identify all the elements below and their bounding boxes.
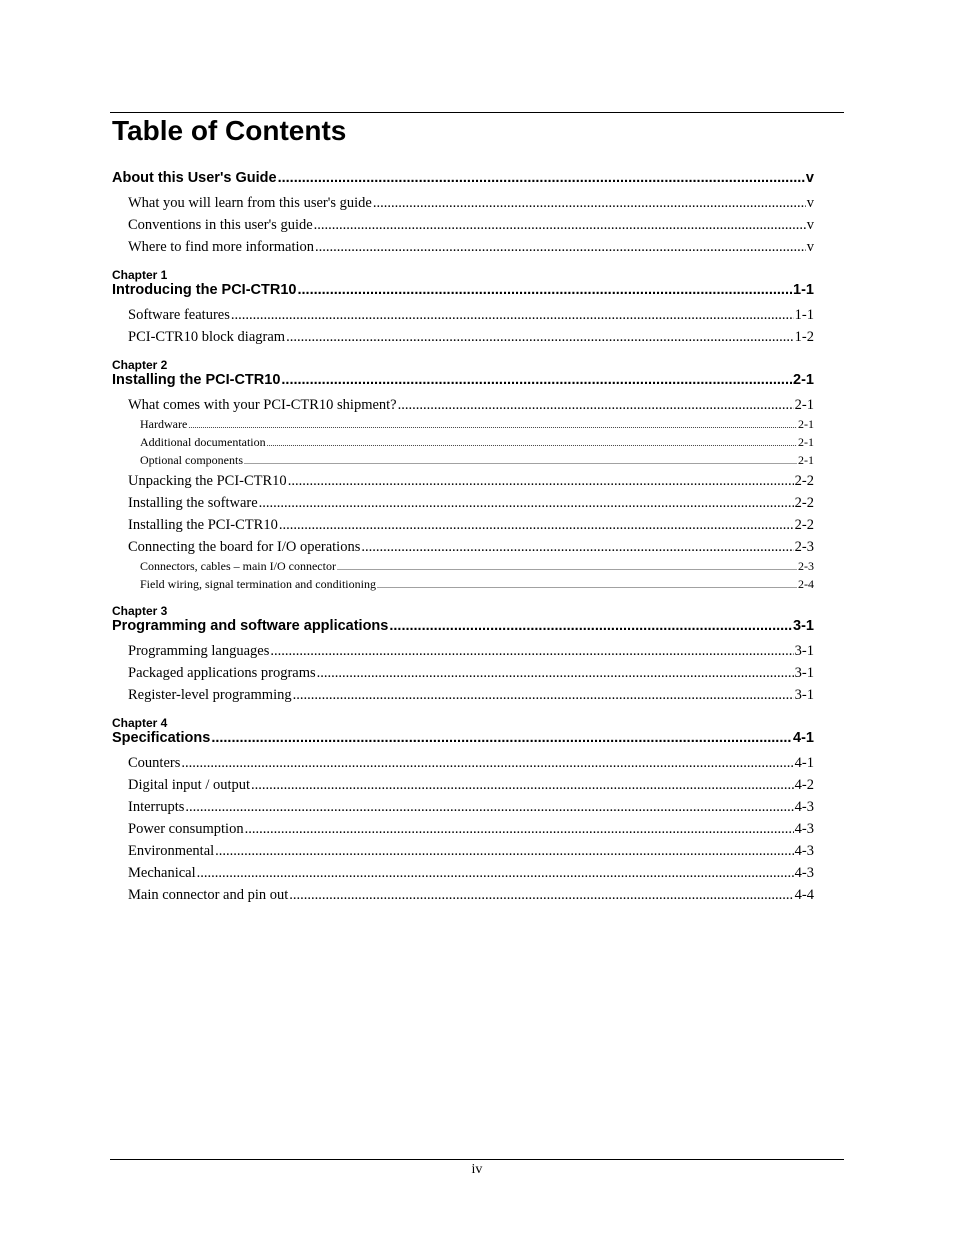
- toc-subentry[interactable]: [112, 558, 814, 576]
- toc-entry-title: Installing the PCI-CTR10: [128, 517, 278, 533]
- dot-leader: [288, 473, 794, 490]
- toc-entry-page: 1-1: [793, 282, 814, 298]
- toc-entry-title: Main connector and pin out: [128, 887, 289, 903]
- toc-entry-page: 4-1: [794, 755, 814, 771]
- dot-leader: [293, 687, 794, 704]
- dot-leader: [185, 799, 793, 816]
- toc-entry-page: 2-2: [794, 473, 814, 489]
- dot-leader: [188, 416, 797, 434]
- toc-entry-title: Digital input / output: [128, 777, 251, 793]
- toc-entry[interactable]: [112, 640, 814, 662]
- toc-entry-title: Installing the software: [128, 495, 258, 511]
- toc-entry-page: 2-2: [794, 517, 814, 533]
- toc-entry-title: Interrupts: [128, 799, 185, 815]
- toc-subentry[interactable]: [112, 434, 814, 452]
- toc-entry-page: 2-3: [798, 559, 814, 573]
- toc-subentry[interactable]: [112, 452, 814, 470]
- toc-chapter-heading[interactable]: [112, 282, 814, 304]
- toc-entry-title: Counters: [128, 755, 181, 771]
- toc-entry[interactable]: [112, 774, 814, 796]
- toc-entry[interactable]: [112, 236, 814, 258]
- toc-entry-title: Conventions in this user's guide: [128, 217, 313, 233]
- dot-leader: [314, 217, 806, 234]
- chapter-label: Chapter 4: [112, 716, 168, 730]
- toc-entry-title: What you will learn from this user's guide: [128, 195, 372, 211]
- toc-entry[interactable]: [112, 394, 814, 416]
- page-title: Table of Contents: [112, 115, 347, 146]
- dot-leader: [245, 821, 794, 838]
- toc-entry-page: 4-3: [794, 799, 814, 815]
- toc-entry[interactable]: [112, 818, 814, 840]
- toc-entry-page: 2-1: [798, 453, 814, 467]
- toc-entry[interactable]: [112, 862, 814, 884]
- toc-entry-page: v: [806, 239, 814, 255]
- table-of-contents: [112, 168, 814, 906]
- toc-entry-about[interactable]: [112, 168, 814, 192]
- dot-leader: [286, 329, 794, 346]
- toc-entry[interactable]: [112, 884, 814, 906]
- dot-leader: [267, 434, 797, 452]
- toc-entry-title: Mechanical: [128, 865, 196, 881]
- dot-leader: [398, 397, 794, 414]
- toc-entry-page: 3-1: [794, 643, 814, 659]
- dot-leader: [377, 576, 797, 594]
- toc-entry-title: Installing the PCI-CTR10: [112, 372, 281, 388]
- toc-entry[interactable]: [112, 840, 814, 862]
- dot-leader: [259, 495, 794, 512]
- toc-entry[interactable]: [112, 752, 814, 774]
- chapter-block: [112, 604, 814, 706]
- toc-entry-title: About this User's Guide: [112, 170, 277, 186]
- toc-entry-title: Field wiring, signal termination and conditioning: [140, 577, 376, 591]
- toc-entry-page: 1-1: [794, 307, 814, 323]
- toc-entry-page: 1-2: [794, 329, 814, 345]
- toc-entry-title: Optional components: [140, 453, 243, 467]
- chapter-list: [112, 268, 814, 906]
- dot-leader: [315, 239, 806, 256]
- toc-entry-page: 2-1: [793, 372, 814, 388]
- dot-leader: [181, 755, 793, 772]
- toc-subentry[interactable]: [112, 416, 814, 434]
- toc-entry[interactable]: [112, 684, 814, 706]
- toc-entry-title: Additional documentation: [140, 435, 266, 449]
- dot-leader: [251, 777, 794, 794]
- dot-leader: [278, 170, 805, 187]
- toc-chapter-heading[interactable]: [112, 618, 814, 640]
- toc-entry-page: v: [806, 217, 814, 233]
- toc-entry-title: Programming and software applications: [112, 618, 389, 634]
- toc-entry-title: What comes with your PCI-CTR10 shipment?: [128, 397, 397, 413]
- toc-entry-title: Unpacking the PCI-CTR10: [128, 473, 287, 489]
- toc-entry-title: Environmental: [128, 843, 215, 859]
- toc-entry-title: Register-level programming: [128, 687, 292, 703]
- footer-rule: [110, 1159, 844, 1160]
- toc-entry-page: 4-2: [794, 777, 814, 793]
- chapter-block: [112, 716, 814, 906]
- toc-entry-page: 4-3: [794, 821, 814, 837]
- toc-entry[interactable]: [112, 214, 814, 236]
- dot-leader: [317, 665, 794, 682]
- toc-entry-title: Programming languages: [128, 643, 270, 659]
- toc-entry-page: 2-1: [794, 397, 814, 413]
- toc-entry-page: 4-3: [794, 843, 814, 859]
- toc-entry-title: Connecting the board for I/O operations: [128, 539, 361, 555]
- toc-entry-title: Packaged applications programs: [128, 665, 316, 681]
- toc-entry[interactable]: [112, 304, 814, 326]
- dot-leader: [197, 865, 794, 882]
- toc-entry-page: 2-4: [798, 577, 814, 591]
- toc-entry[interactable]: [112, 514, 814, 536]
- dot-leader: [289, 887, 793, 904]
- toc-entry-page: 3-1: [793, 618, 814, 634]
- toc-entry[interactable]: [112, 192, 814, 214]
- dot-leader: [389, 618, 792, 635]
- chapter-label: Chapter 1: [112, 268, 168, 282]
- dot-leader: [281, 372, 792, 389]
- toc-entry-title: Hardware: [140, 417, 188, 431]
- toc-entry-page: 3-1: [794, 687, 814, 703]
- toc-entry-page: 4-4: [794, 887, 814, 903]
- toc-entry-page: 4-1: [793, 730, 814, 746]
- toc-entry-title: Introducing the PCI-CTR10: [112, 282, 297, 298]
- dot-leader: [231, 307, 794, 324]
- toc-chapter-heading[interactable]: [112, 372, 814, 394]
- chapter-label: Chapter 2: [112, 358, 168, 372]
- toc-entry-page: 3-1: [794, 665, 814, 681]
- toc-entry-page: 4-3: [794, 865, 814, 881]
- toc-entry-page: 2-1: [798, 417, 814, 431]
- toc-entry-title: PCI-CTR10 block diagram: [128, 329, 286, 345]
- dot-leader: [270, 643, 793, 660]
- dot-leader: [361, 539, 793, 556]
- toc-subentry[interactable]: [112, 576, 814, 594]
- chapter-block: [112, 268, 814, 348]
- toc-entry[interactable]: [112, 492, 814, 514]
- toc-entry-title: Connectors, cables – main I/O connector: [140, 559, 336, 573]
- toc-entry-page: 2-2: [794, 495, 814, 511]
- toc-entry-title: Where to find more information: [128, 239, 315, 255]
- toc-entry[interactable]: [112, 326, 814, 348]
- toc-entry[interactable]: [112, 662, 814, 684]
- dot-leader: [373, 195, 806, 212]
- toc-entry[interactable]: [112, 470, 814, 492]
- page-number: iv: [471, 1162, 483, 1177]
- toc-entry-page: v: [805, 170, 814, 186]
- dot-leader: [297, 282, 792, 299]
- toc-entry-title: Software features: [128, 307, 230, 323]
- toc-entry-page: 2-3: [794, 539, 814, 555]
- toc-entry-page: v: [806, 195, 814, 211]
- toc-entry-page: 2-1: [798, 435, 814, 449]
- dot-leader: [337, 558, 797, 576]
- dot-leader: [215, 843, 793, 860]
- toc-entry[interactable]: [112, 536, 814, 558]
- toc-entry-title: Power consumption: [128, 821, 244, 837]
- toc-chapter-heading[interactable]: [112, 730, 814, 752]
- chapter-block: [112, 358, 814, 594]
- dot-leader: [211, 730, 792, 747]
- toc-entry-title: Specifications: [112, 730, 211, 746]
- dot-leader: [244, 452, 797, 470]
- chapter-label: Chapter 3: [112, 604, 168, 618]
- dot-leader: [279, 517, 794, 534]
- toc-entry[interactable]: [112, 796, 814, 818]
